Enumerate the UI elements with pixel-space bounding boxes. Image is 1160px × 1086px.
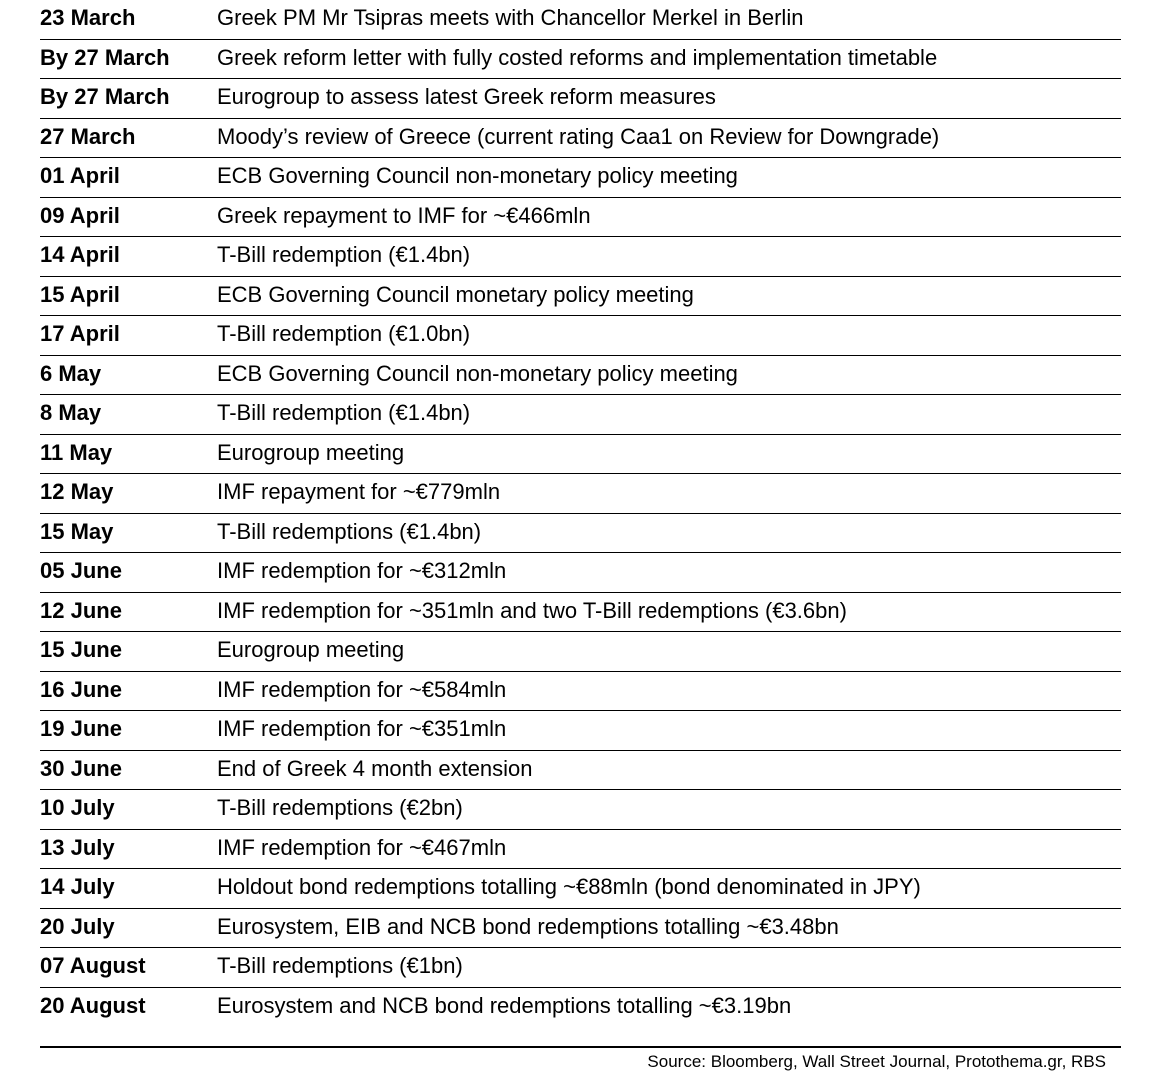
event-date: 09 April: [40, 202, 120, 228]
event-description: IMF redemption for ~€312mln: [217, 558, 507, 583]
event-date: 20 August: [40, 992, 146, 1018]
event-date: By 27 March: [40, 44, 170, 70]
table-row: [40, 0, 1121, 40]
event-description: IMF redemption for ~€351mln: [217, 716, 507, 741]
table-row: [40, 474, 1121, 514]
event-description: T-Bill redemption (€1.4bn): [217, 242, 471, 267]
event-description: IMF repayment for ~€779mln: [217, 479, 501, 504]
table-row: [40, 909, 1121, 949]
event-description: ECB Governing Council non-monetary policy meeting: [217, 163, 738, 188]
table-row: [40, 869, 1121, 909]
event-description: Eurogroup to assess latest Greek reform measures: [217, 84, 716, 109]
table-row: [40, 158, 1121, 198]
table-row: [40, 40, 1121, 80]
event-date: By 27 March: [40, 84, 170, 109]
event-description: IMF redemption for ~351mln and two T-Bill redemptions (€3.6bn): [217, 597, 847, 623]
event-date: 12 May: [40, 479, 114, 504]
table-row: [40, 553, 1121, 593]
event-description: Eurogroup meeting: [217, 439, 405, 465]
table-row: [40, 395, 1121, 435]
event-description: End of Greek 4 month extension: [217, 755, 533, 781]
event-date: 27 March: [40, 123, 136, 149]
event-description: Eurosystem and NCB bond redemptions totalling ~€3.19bn: [217, 992, 792, 1018]
table-row: [40, 632, 1121, 672]
table-row: [40, 948, 1121, 988]
event-description: ECB Governing Council monetary policy meeting: [217, 281, 694, 307]
table-row: [40, 514, 1121, 554]
source-note: Source: Bloomberg, Wall Street Journal, Protothema.gr, RBS: [647, 1052, 1106, 1071]
event-description: Greek PM Mr Tsipras meets with Chancellor Merkel in Berlin: [217, 5, 804, 30]
event-date: 11 May: [40, 439, 113, 465]
event-description: Eurosystem, EIB and NCB bond redemptions totalling ~€3.48bn: [217, 913, 839, 939]
event-date: 14 July: [40, 874, 115, 899]
table-row: [40, 237, 1121, 277]
table-row: [40, 593, 1121, 633]
event-date: 6 May: [40, 360, 102, 386]
table-row: [40, 277, 1121, 317]
event-description: T-Bill redemptions (€1bn): [217, 953, 463, 978]
table-row: [40, 435, 1121, 475]
event-date: 30 June: [40, 755, 122, 781]
footer-divider: [40, 1046, 1121, 1048]
table-row: [40, 316, 1121, 356]
table-row: [40, 119, 1121, 159]
table-row: [40, 672, 1121, 712]
event-date: 01 April: [40, 163, 120, 188]
table-row: [40, 988, 1121, 1028]
event-date: 20 July: [40, 913, 115, 939]
table-row: [40, 79, 1121, 119]
event-description: Holdout bond redemptions totalling ~€88mln (bond denominated in JPY): [217, 874, 921, 899]
table-row: [40, 830, 1121, 870]
event-description: T-Bill redemptions (€1.4bn): [217, 518, 482, 544]
event-date: 19 June: [40, 716, 122, 741]
event-description: T-Bill redemption (€1.4bn): [217, 400, 471, 425]
table-row: [40, 198, 1121, 238]
event-date: 10 July: [40, 795, 115, 820]
table-row: [40, 751, 1121, 791]
event-date: 23 March: [40, 5, 136, 30]
event-date: 17 April: [40, 321, 120, 346]
event-date: 16 June: [40, 676, 122, 702]
event-description: IMF redemption for ~€584mln: [217, 676, 507, 702]
event-description: T-Bill redemptions (€2bn): [217, 795, 463, 820]
table-row: [40, 711, 1121, 751]
event-date: 14 April: [40, 242, 120, 267]
table-row: [40, 790, 1121, 830]
event-description: IMF redemption for ~€467mln: [217, 834, 507, 860]
table-row: [40, 356, 1121, 396]
event-date: 13 July: [40, 834, 115, 860]
event-description: Eurogroup meeting: [217, 637, 405, 662]
event-date: 05 June: [40, 558, 122, 583]
event-schedule-table: [40, 0, 1121, 1027]
event-date: 15 April: [40, 281, 120, 307]
event-date: 07 August: [40, 953, 146, 978]
event-date: 12 June: [40, 597, 122, 623]
event-date: 8 May: [40, 400, 102, 425]
event-description: T-Bill redemption (€1.0bn): [217, 321, 471, 346]
event-date: 15 May: [40, 518, 114, 544]
event-description: Greek reform letter with fully costed reforms and implementation timetable: [217, 44, 938, 70]
event-description: Moody’s review of Greece (current rating Caa1 on Review for Downgrade): [217, 123, 940, 149]
event-description: ECB Governing Council non-monetary policy meeting: [217, 360, 738, 386]
event-date: 15 June: [40, 637, 122, 662]
event-description: Greek repayment to IMF for ~€466mln: [217, 202, 591, 228]
